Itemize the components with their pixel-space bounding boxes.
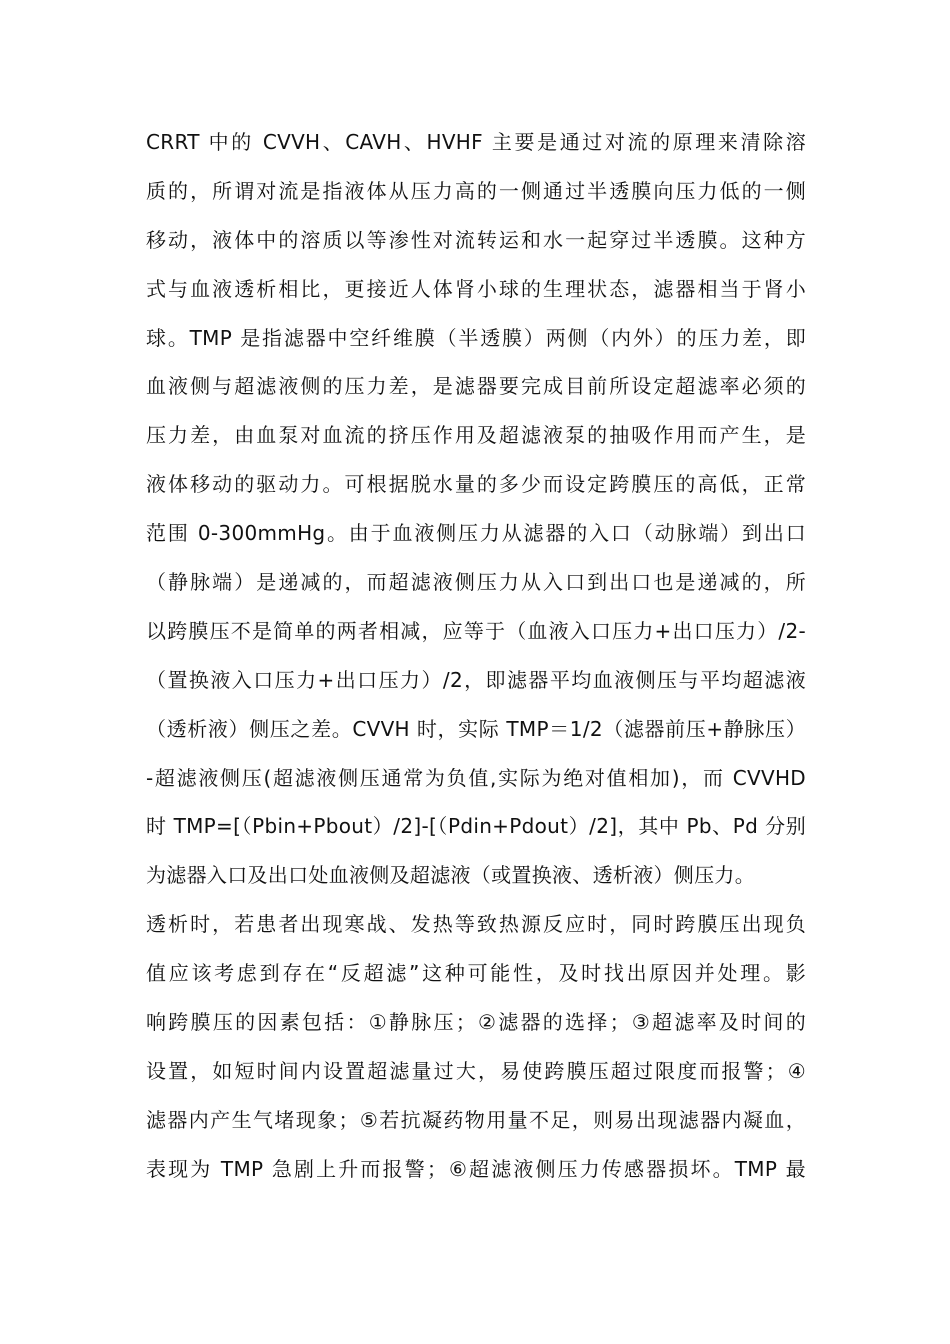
text-line: 压力差，由血泵对血流的挤压作用及超滤液泵的抽吸作用而产生，是 — [146, 423, 806, 448]
text-line: （置换液入口压力+出口压力）/2，即滤器平均血液侧压与平均超滤液 — [146, 667, 806, 692]
text-line: （静脉端）是递减的，而超滤液侧压力从入口到出口也是递减的，所 — [146, 570, 806, 595]
text-line: -超滤液侧压(超滤液侧压通常为负值,实际为绝对值相加)，而 CVVHD — [146, 765, 806, 790]
text-line: 设置，如短时间内设置超滤量过大，易使跨膜压超过限度而报警；④ — [146, 1058, 806, 1083]
body-paragraph — [146, 118, 806, 1194]
text-line: 滤器内产生气堵现象；⑤若抗凝药物用量不足，则易出现滤器内凝血， — [146, 1107, 806, 1132]
text-line: CRRT 中的 CVVH、CAVH、HVHF 主要是通过对流的原理来清除溶 — [146, 130, 806, 154]
text-line: 血液侧与超滤液侧的压力差，是滤器要完成目前所设定超滤率必须的 — [146, 374, 806, 399]
text-line: 透析时，若患者出现寒战、发热等致热源反应时，同时跨膜压出现负 — [146, 912, 806, 937]
text-line: 表现为 TMP 急剧上升而报警；⑥超滤液侧压力传感器损坏。TMP 最 — [146, 1156, 806, 1181]
text-line: 质的，所谓对流是指液体从压力高的一侧通过半透膜向压力低的一侧 — [146, 178, 806, 203]
text-line: 液体移动的驱动力。可根据脱水量的多少而设定跨膜压的高低，正常 — [146, 472, 806, 497]
text-line: 范围 0-300mmHg。由于血液侧压力从滤器的入口（动脉端）到出口 — [146, 521, 806, 546]
text-line: 球。TMP 是指滤器中空纤维膜（半透膜）两侧（内外）的压力差，即 — [146, 325, 806, 350]
text-line: 为滤器入口及出口处血液侧及超滤液（或置换液、透析液）侧压力。 — [146, 863, 755, 888]
text-line: 式与血液透析相比，更接近人体肾小球的生理状态，滤器相当于肾小 — [146, 276, 806, 301]
text-line: 响跨膜压的因素包括：①静脉压；②滤器的选择；③超滤率及时间的 — [146, 1010, 806, 1035]
text-line: 以跨膜压不是简单的两者相减，应等于（血液入口压力+出口压力）/2- — [146, 618, 806, 643]
text-line: 移动，液体中的溶质以等渗性对流转运和水一起穿过半透膜。这种方 — [146, 227, 806, 252]
text-line: （透析液）侧压之差。CVVH 时，实际 TMP＝1/2（滤器前压+静脉压） — [146, 716, 806, 741]
text-line: 值应该考虑到存在“反超滤”这种可能性，及时找出原因并处理。影 — [146, 961, 806, 986]
text-line: 时 TMP=[（Pbin+Pbout）/2]-[（Pdin+Pdout）/2]，其中 Pb、Pd 分别 — [146, 814, 806, 839]
